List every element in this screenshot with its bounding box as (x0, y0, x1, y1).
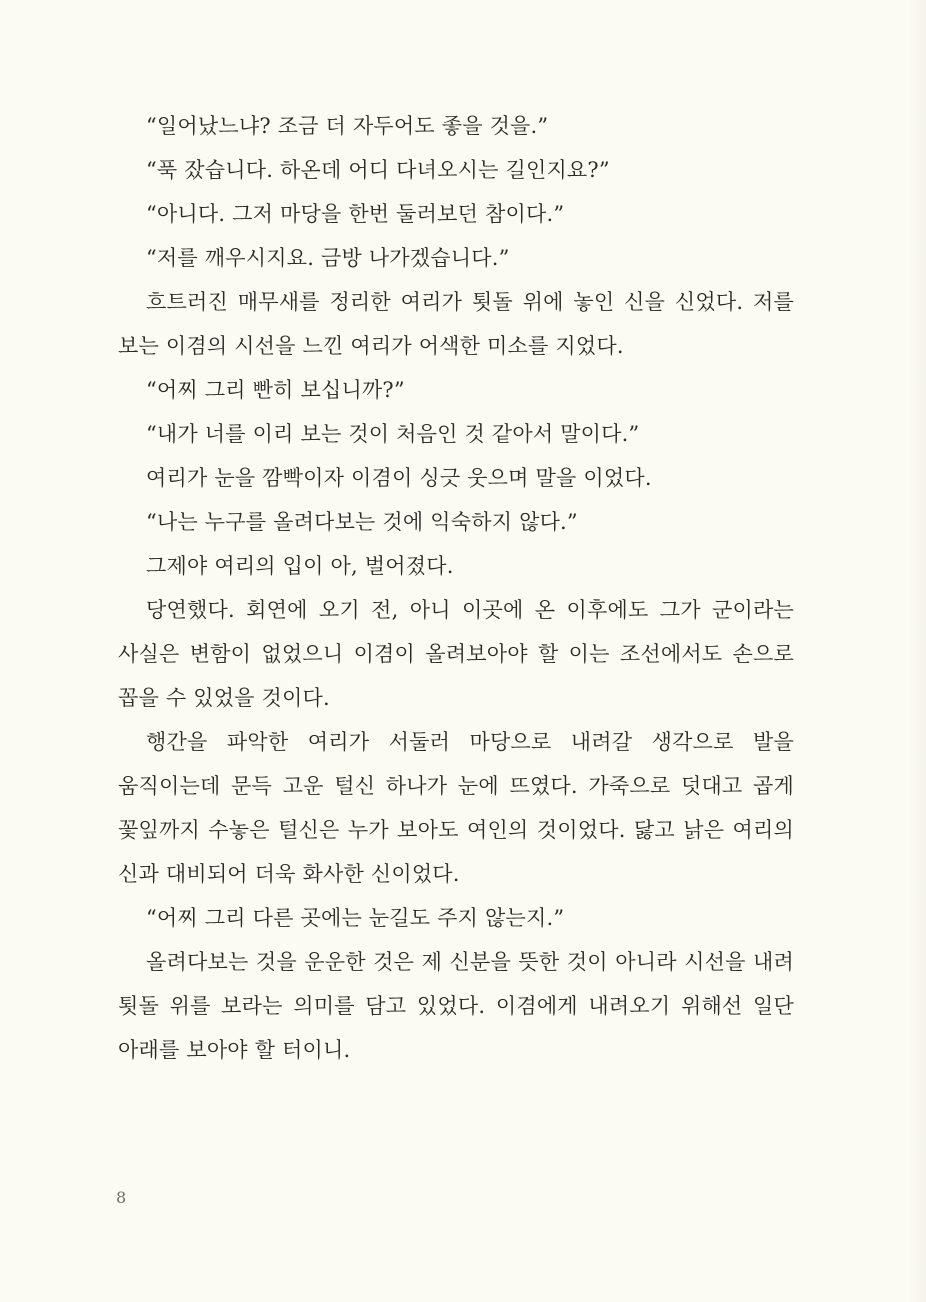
body-text (118, 104, 794, 1072)
paragraph-4: “저를 깨우시지요. 금방 나가겠습니다.” (146, 246, 510, 270)
page-number: 8 (116, 1188, 127, 1207)
paragraph-7: “내가 너를 이리 보는 것이 처음인 것 같아서 말이다.” (146, 422, 640, 446)
paragraph-13: “어찌 그리 다른 곳에는 눈길도 주지 않는지.” (146, 906, 565, 930)
paragraph-14: 올려다보는 것을 운운한 것은 제 신분을 뜻한 것이 아니라 시선을 내려 툇돌 위를 보라는 의미를 담고 있었다. 이겸에게 내려오기 위해선 일단 아래를 보아야 할 터이니. (118, 950, 794, 1062)
paragraph-5: 흐트러진 매무새를 정리한 여리가 툇돌 위에 놓인 신을 신었다. 저를 보는 이겸의 시선을 느낀 여리가 어색한 미소를 지었다. (118, 290, 794, 358)
paragraph-3: “아니다. 그저 마당을 한번 둘러보던 참이다.” (146, 202, 565, 226)
paragraph-1: “일어났느냐? 조금 더 자두어도 좋을 것을.” (146, 114, 549, 138)
paragraph-9: “나는 누구를 올려다보는 것에 익숙하지 않다.” (146, 510, 578, 534)
paragraph-11: 당연했다. 회연에 오기 전, 아니 이곳에 온 이후에도 그가 군이라는 사실은 변함이 없었으니 이겸이 올려보아야 할 이는 조선에서도 손으로 꼽을 수 있었을 것이다. (118, 598, 794, 710)
paragraph-10: 그제야 여리의 입이 아, 벌어졌다. (146, 554, 454, 578)
page-edge-shadow (908, 0, 926, 1302)
paragraph-2: “푹 잤습니다. 하온데 어디 다녀오시는 길인지요?” (146, 158, 610, 182)
paragraph-6: “어찌 그리 빤히 보십니까?” (146, 378, 405, 402)
paragraph-12: 행간을 파악한 여리가 서둘러 마당으로 내려갈 생각으로 발을 움직이는데 문득 고운 털신 하나가 눈에 뜨였다. 가죽으로 덧대고 곱게 꽃잎까지 수놓은 털신은 누가 보아도 여인의 것이었다. 닳고 낡은 여리의 신과 대비되어 더욱 화사한 신이었다. (118, 730, 794, 886)
paragraph-8: 여리가 눈을 깜빡이자 이겸이 싱긋 웃으며 말을 이었다. (146, 466, 652, 490)
